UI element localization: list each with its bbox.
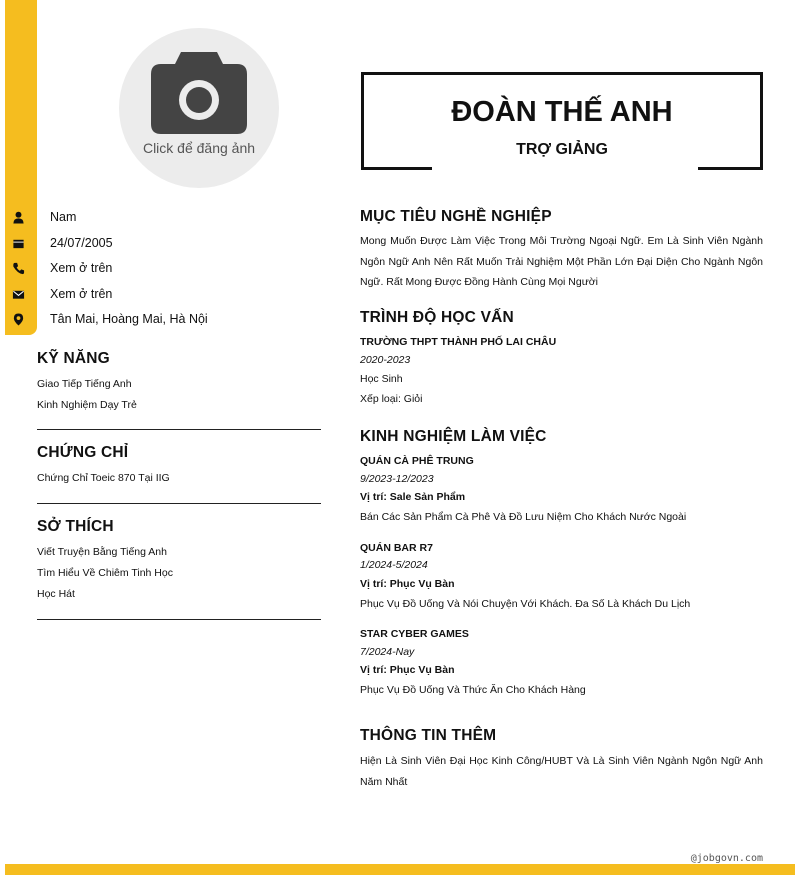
phone-icon	[12, 262, 25, 275]
job-position: Vị trí: Sale Sản Phẩm	[360, 491, 466, 503]
job-position: Vị trí: Phục Vụ Bàn	[360, 664, 455, 676]
name-header-box	[361, 72, 763, 170]
job-entry	[360, 542, 763, 610]
additional-title: THÔNG TIN THÊM	[360, 727, 497, 744]
job-position: Vị trí: Phục Vụ Bàn	[360, 578, 455, 590]
bottom-accent-bar	[5, 864, 795, 875]
job-description: Phục Vụ Đồ Uống Và Thức Ăn Cho Khách Hàng	[360, 684, 586, 696]
experience-title: KINH NGHIỆM LÀM VIỆC	[360, 428, 547, 445]
hobby-item: Học Hát	[37, 588, 75, 600]
job-description: Bán Các Sản Phẩm Cà Phê Và Đồ Lưu Niệm Cho Khách Nước Ngoài	[360, 511, 687, 523]
job-company: QUÁN BAR R7	[360, 542, 433, 554]
watermark: @jobgovn.com	[690, 853, 763, 864]
skills-divider	[37, 429, 321, 430]
contact-birthday	[0, 232, 330, 258]
contact-text: Nam	[50, 210, 77, 224]
additional-section	[360, 727, 763, 792]
certificates-divider	[37, 503, 321, 504]
experience-section	[360, 428, 763, 696]
job-entry	[360, 455, 763, 523]
skill-item: Giao Tiếp Tiếng Anh	[37, 378, 132, 390]
objective-title: MỤC TIÊU NGHỀ NGHIỆP	[360, 208, 552, 225]
additional-text: Hiện Là Sinh Viên Đại Học Kinh Công/HUBT Và Là Sinh Viên Ngành Ngôn Ngữ Anh Năm Nhất	[360, 755, 763, 788]
photo-upload[interactable]	[119, 28, 279, 188]
email-icon	[12, 288, 25, 301]
education-major: Học Sinh	[360, 373, 403, 385]
photo-upload-caption: Click để đăng ảnh	[142, 140, 256, 156]
contact-email	[0, 283, 330, 309]
hobby-item: Tìm Hiểu Về Chiêm Tinh Học	[37, 567, 173, 579]
contact-gender	[0, 206, 330, 232]
objective-text: Mong Muốn Được Làm Việc Trong Môi Trường Ngoại Ngữ. Em Là Sinh Viên Ngành Ngôn Ngữ Anh Nên Rất Muốn Trải Nghiệm Một Phần Lớn Đại Diện Cho Ngành Ngôn Ngữ. Rất Mong Được Đồng Hành Cùng Mọi Người	[360, 235, 763, 288]
person-icon	[12, 211, 25, 224]
certificates-section	[37, 444, 321, 489]
objective-section	[360, 208, 763, 293]
camera-icon	[151, 52, 247, 136]
education-section	[360, 309, 763, 405]
education-period: 2020-2023	[360, 354, 411, 366]
job-entry	[360, 628, 763, 696]
contact-text: Xem ở trên	[50, 286, 113, 301]
job-description: Phục Vụ Đồ Uống Và Nói Chuyện Với Khách. Đa Số Là Khách Du Lịch	[360, 598, 691, 610]
contact-address	[0, 308, 330, 334]
contact-phone	[0, 257, 330, 283]
candidate-name: ĐOÀN THẾ ANH	[451, 96, 673, 128]
hobbies-section	[37, 518, 321, 605]
certificates-title: CHỨNG CHỈ	[37, 444, 129, 461]
school-name: TRƯỜNG THPT THÀNH PHỐ LAI CHÂU	[360, 336, 557, 348]
job-company: QUÁN CÀ PHÊ TRUNG	[360, 455, 474, 467]
contact-list	[0, 206, 330, 334]
candidate-role: TRỢ GIẢNG	[516, 141, 608, 158]
location-pin-icon	[12, 313, 25, 326]
hobbies-divider	[37, 619, 321, 620]
hobby-item: Viết Truyện Bằng Tiếng Anh	[37, 546, 167, 558]
skills-section	[37, 350, 321, 416]
skills-title: KỸ NĂNG	[37, 350, 110, 367]
education-grade: Xếp loại: Giỏi	[360, 393, 423, 405]
certificate-item: Chứng Chỉ Toeic 870 Tại IIG	[37, 472, 170, 484]
hobbies-title: SỞ THÍCH	[37, 518, 114, 535]
education-title: TRÌNH ĐỘ HỌC VẤN	[360, 309, 514, 326]
calendar-icon	[12, 237, 25, 250]
job-period: 7/2024-Nay	[360, 646, 415, 658]
contact-text: Xem ở trên	[50, 261, 113, 275]
contact-text: Tân Mai, Hoàng Mai, Hà Nội	[50, 312, 208, 326]
job-period: 1/2024-5/2024	[360, 559, 428, 571]
skill-item: Kinh Nghiệm Dạy Trẻ	[37, 399, 137, 411]
contact-text: 24/07/2005	[50, 235, 113, 250]
job-period: 9/2023-12/2023	[360, 473, 434, 485]
job-company: STAR CYBER GAMES	[360, 628, 469, 640]
